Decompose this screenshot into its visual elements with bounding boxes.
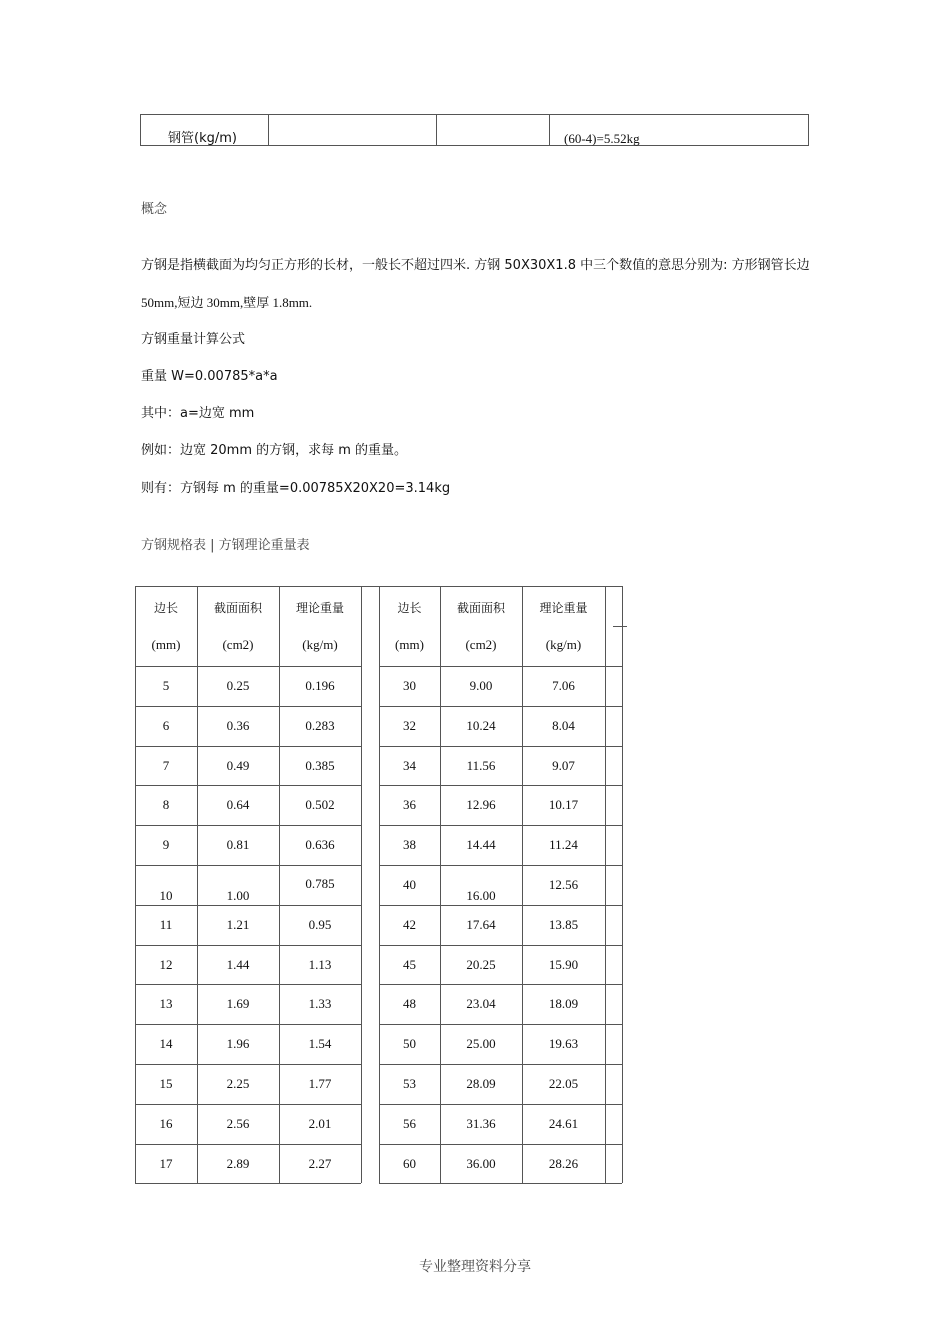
table-cell: 45 bbox=[403, 957, 416, 972]
table-grid-line bbox=[522, 586, 523, 1183]
table-grid-line bbox=[135, 1024, 361, 1025]
table-cell: 19.63 bbox=[548, 1036, 579, 1051]
table-grid-line bbox=[379, 1144, 622, 1145]
header-weight: 理论重量 bbox=[295, 601, 344, 615]
table-cell: 1.44 bbox=[226, 957, 250, 972]
table-grid-line bbox=[135, 984, 361, 985]
table-cell: 0.636 bbox=[305, 837, 335, 852]
top-table-formula: (60-4)=5.52kg bbox=[564, 131, 640, 146]
table-cell: 38 bbox=[403, 837, 416, 852]
table-cell: 0.81 bbox=[226, 837, 250, 852]
table-cell: 56 bbox=[403, 1116, 416, 1131]
table-cell: 2.01 bbox=[308, 1116, 332, 1131]
table-cell: 8.04 bbox=[552, 718, 575, 733]
table-grid-line bbox=[379, 785, 622, 786]
table-cell: 16 bbox=[159, 1116, 173, 1131]
example: 例如：边宽 20mm 的方钢，求每 m 的重量。 bbox=[141, 443, 408, 458]
table-cell: 2.56 bbox=[226, 1116, 250, 1131]
table-cell: 7.06 bbox=[552, 678, 575, 693]
top-table-divider bbox=[436, 115, 437, 145]
table-cell: 13 bbox=[159, 996, 173, 1011]
table-grid-line bbox=[379, 984, 622, 985]
table-grid-line bbox=[135, 746, 361, 747]
table-cell: 2.89 bbox=[226, 1156, 250, 1171]
table-cell: 20.25 bbox=[466, 957, 496, 972]
header-weight: 理论重量 bbox=[539, 601, 588, 615]
table-cell: 0.283 bbox=[305, 718, 335, 733]
table-cell: 5 bbox=[162, 678, 170, 693]
dash-mark bbox=[613, 626, 627, 627]
table-cell: 13.85 bbox=[548, 917, 579, 932]
table-cell: 36 bbox=[403, 797, 416, 812]
table-cell: 9 bbox=[162, 837, 170, 852]
table-cell: 1.96 bbox=[226, 1036, 250, 1051]
header-weight-unit: (kg/m) bbox=[545, 637, 582, 652]
table-grid-line bbox=[440, 586, 441, 1183]
table-grid-line bbox=[379, 825, 622, 826]
header-weight-unit: (kg/m) bbox=[302, 637, 338, 652]
table-cell: 0.36 bbox=[226, 718, 250, 733]
table-grid-line bbox=[379, 746, 622, 747]
table-grid-line bbox=[135, 586, 136, 1183]
table-grid-line bbox=[379, 666, 622, 667]
table-cell: 1.00 bbox=[226, 888, 250, 903]
table-cell: 15 bbox=[159, 1076, 173, 1091]
table-grid-line bbox=[135, 1104, 361, 1105]
table-cell: 32 bbox=[403, 718, 416, 733]
table-cell: 2.25 bbox=[226, 1076, 250, 1091]
table-cell: 48 bbox=[403, 996, 416, 1011]
table-cell: 34 bbox=[403, 758, 416, 773]
table-cell: 14 bbox=[159, 1036, 173, 1051]
header-side-length: 边长 bbox=[397, 601, 422, 615]
table-cell: 0.25 bbox=[226, 678, 250, 693]
table-cell: 0.95 bbox=[308, 917, 332, 932]
table-cell: 0.64 bbox=[226, 797, 250, 812]
table-cell: 7 bbox=[162, 758, 170, 773]
table-cell: 28.09 bbox=[466, 1076, 496, 1091]
formula-note: 其中：a=边宽 mm bbox=[141, 406, 255, 421]
header-side-length-unit: (mm) bbox=[151, 637, 181, 652]
table-cell: 0.196 bbox=[305, 678, 335, 693]
table-grid-line bbox=[379, 1024, 622, 1025]
table-cell: 1.69 bbox=[226, 996, 250, 1011]
table-grid-line bbox=[379, 706, 622, 707]
table-grid-line bbox=[379, 905, 622, 906]
table-grid-line bbox=[135, 586, 622, 587]
table-cell: 28.26 bbox=[548, 1156, 579, 1171]
page-footer: 专业整理资料分享 bbox=[419, 1259, 531, 1275]
table-cell: 1.77 bbox=[308, 1076, 332, 1091]
table-grid-line bbox=[622, 586, 623, 1183]
table-cell: 6 bbox=[162, 718, 170, 733]
table-cell: 11 bbox=[159, 917, 173, 932]
header-area: 截面面积 bbox=[213, 601, 262, 615]
table-cell: 18.09 bbox=[548, 996, 579, 1011]
table-cell: 40 bbox=[403, 877, 416, 892]
table-grid-line bbox=[379, 1104, 622, 1105]
table-cell: 60 bbox=[403, 1156, 416, 1171]
table-cell: 16.00 bbox=[466, 888, 496, 903]
table-cell: 10 bbox=[159, 888, 173, 903]
table-grid-line bbox=[135, 666, 361, 667]
table-cell: 22.05 bbox=[548, 1076, 579, 1091]
table-cell: 2.27 bbox=[308, 1156, 332, 1171]
table-cell: 24.61 bbox=[548, 1116, 579, 1131]
table-cell: 30 bbox=[403, 678, 416, 693]
table-cell: 25.00 bbox=[466, 1036, 496, 1051]
table-cell: 11.56 bbox=[466, 758, 496, 773]
table-cell: 1.13 bbox=[308, 957, 332, 972]
table-cell: 9.00 bbox=[469, 678, 493, 693]
table-cell: 1.33 bbox=[308, 996, 332, 1011]
table-cell: 0.785 bbox=[305, 876, 335, 891]
table-cell: 17 bbox=[159, 1156, 173, 1171]
table-cell: 14.44 bbox=[466, 837, 496, 852]
table-grid-line bbox=[605, 586, 606, 1183]
table-grid-line bbox=[379, 1183, 622, 1184]
table-cell: 1.54 bbox=[308, 1036, 332, 1051]
header-area-unit: (cm2) bbox=[222, 637, 254, 652]
table-grid-line bbox=[379, 945, 622, 946]
table-cell: 9.07 bbox=[552, 758, 575, 773]
table-grid-line bbox=[135, 825, 361, 826]
formula: 重量 W=0.00785*a*a bbox=[141, 369, 278, 384]
header-side-length-unit: (mm) bbox=[395, 637, 424, 652]
table-cell: 23.04 bbox=[466, 996, 496, 1011]
table-cell: 0.49 bbox=[226, 758, 250, 773]
table-grid-line bbox=[379, 1064, 622, 1065]
table-grid-line bbox=[379, 586, 380, 1183]
table-cell: 1.21 bbox=[226, 917, 250, 932]
table-cell: 15.90 bbox=[548, 957, 579, 972]
table-cell: 36.00 bbox=[466, 1156, 496, 1171]
table-grid-line bbox=[197, 586, 198, 1183]
table-title: 方钢规格表 | 方钢理论重量表 bbox=[141, 538, 310, 553]
table-cell: 31.36 bbox=[466, 1116, 496, 1131]
example-result: 则有：方钢每 m 的重量=0.00785X20X20=3.14kg bbox=[141, 481, 451, 496]
table-cell: 10.24 bbox=[466, 718, 496, 733]
section-title: 概念 bbox=[141, 202, 168, 217]
table-cell: 10.17 bbox=[548, 797, 579, 812]
table-cell: 0.502 bbox=[305, 797, 335, 812]
table-grid-line bbox=[135, 1183, 361, 1184]
paragraph: 方钢是指横截面为均匀正方形的长材，一般长不超过四米. 方钢 50X30X1.8 中三个数值的意思分别为: 方形钢管长边 bbox=[141, 258, 810, 273]
table-grid-line bbox=[135, 785, 361, 786]
table-cell: 53 bbox=[403, 1076, 416, 1091]
table-grid-line bbox=[361, 586, 362, 1183]
header-area-unit: (cm2) bbox=[465, 637, 497, 652]
table-cell: 12.96 bbox=[466, 797, 496, 812]
table-grid-line bbox=[135, 1064, 361, 1065]
top-table bbox=[140, 114, 809, 146]
table-cell: 11.24 bbox=[549, 837, 578, 852]
table-cell: 17.64 bbox=[466, 917, 496, 932]
table-grid-line bbox=[135, 865, 361, 866]
table-cell: 12.56 bbox=[548, 877, 579, 892]
table-cell: 50 bbox=[403, 1036, 416, 1051]
table-grid-line bbox=[379, 865, 622, 866]
table-cell: 42 bbox=[403, 917, 416, 932]
table-cell: 8 bbox=[162, 797, 170, 812]
table-cell: 12 bbox=[159, 957, 173, 972]
top-table-divider bbox=[268, 115, 269, 145]
paragraph: 50mm,短边 30mm,壁厚 1.8mm. bbox=[141, 295, 313, 310]
table-grid-line bbox=[135, 945, 361, 946]
table-grid-line bbox=[279, 586, 280, 1183]
top-table-label: 钢管(kg/m) bbox=[168, 131, 237, 146]
table-grid-line bbox=[135, 1144, 361, 1145]
header-side-length: 边长 bbox=[153, 601, 178, 615]
table-grid-line bbox=[135, 905, 361, 906]
formula-heading: 方钢重量计算公式 bbox=[141, 332, 246, 347]
table-cell: 0.385 bbox=[305, 758, 335, 773]
header-area: 截面面积 bbox=[456, 601, 505, 615]
top-table-divider bbox=[549, 115, 550, 145]
table-grid-line bbox=[135, 706, 361, 707]
